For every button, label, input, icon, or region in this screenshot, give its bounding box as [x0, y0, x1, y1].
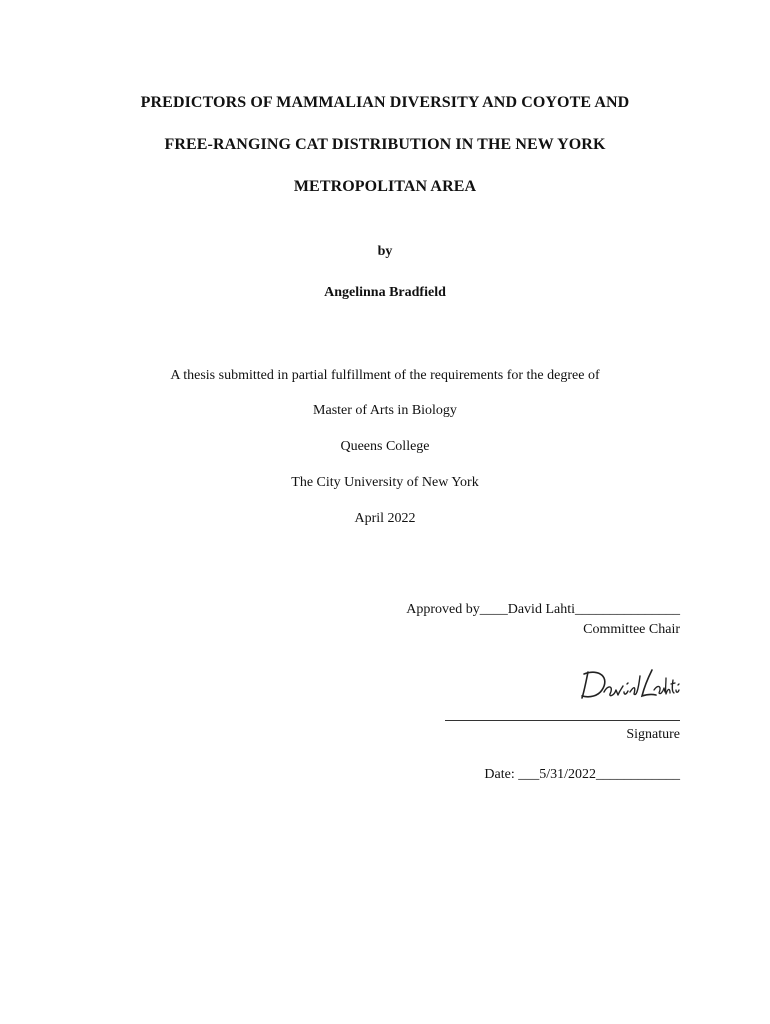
- handwritten-signature: [578, 664, 682, 704]
- university-name: The City University of New York: [291, 475, 479, 490]
- approved-by-line: Approved by____David Lahti_______________: [406, 602, 680, 617]
- committee-role: Committee Chair: [583, 622, 680, 637]
- degree-name: Master of Arts in Biology: [313, 403, 457, 418]
- thesis-title-line-1: PREDICTORS OF MAMMALIAN DIVERSITY AND COYOTE AND: [140, 94, 630, 111]
- by-label: by: [377, 244, 393, 259]
- approval-date-line: Date: ___5/31/2022____________: [484, 767, 680, 782]
- submission-statement: A thesis submitted in partial fulfillment of the requirements for the degree of: [170, 368, 600, 383]
- college-name: Queens College: [340, 439, 430, 454]
- signature-underline: [445, 720, 680, 721]
- author-name: Angelinna Bradfield: [324, 285, 446, 300]
- signature-label: Signature: [626, 727, 680, 742]
- thesis-title-line-2: FREE-RANGING CAT DISTRIBUTION IN THE NEW YORK: [164, 136, 606, 153]
- thesis-title-line-3: METROPOLITAN AREA: [293, 178, 477, 195]
- submission-date: April 2022: [354, 511, 416, 526]
